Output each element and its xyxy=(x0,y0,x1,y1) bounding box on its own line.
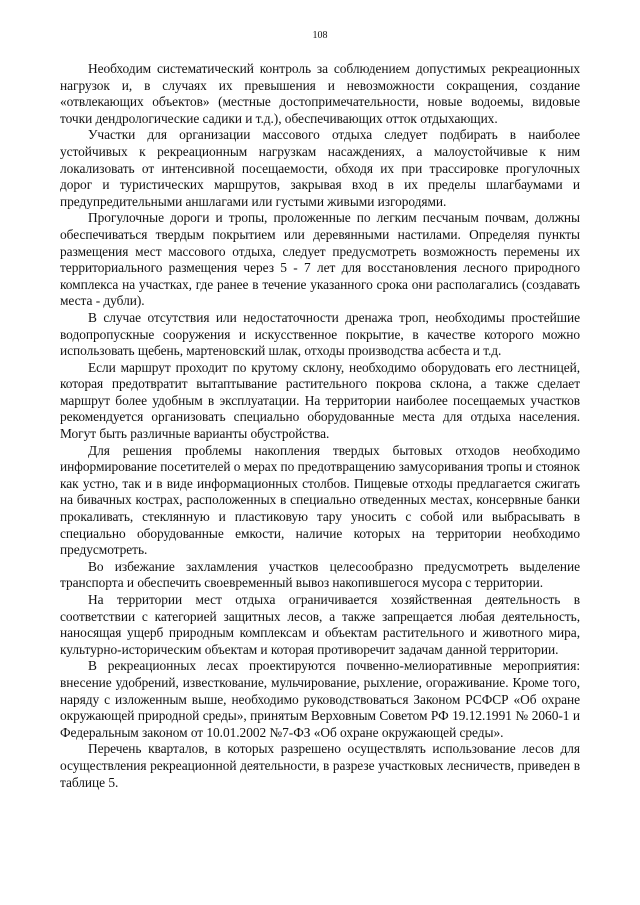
paragraph: Во избежание захламления участков целесообразно предусмотреть выделение транспорта и обеспечить своевременный вывоз накопившегося мусора с территории. xyxy=(60,558,580,591)
paragraph: Необходим систематический контроль за соблюдением допустимых рекреационных нагрузок и, в случаях их превышения и невозможности сокращения, создание «отвлекающих объектов» (местные достопримечательности, новые водоемы, видовые точки дендрологические садики и т.д.), обеспечивающих отток отдыхающих. xyxy=(60,61,580,126)
paragraph: Для решения проблемы накопления твердых бытовых отходов необходимо информирование посетителей о мерах по предотвращению замусоривания тропы и стоянок как устно, так и в виде информационных столбов. Пищевые отходы предлагается сжигать на бивачных кострах, расположенных в специально отведенных местах, консервные банки прокаливать, стеклянную и пластиковую тару уносить с собой или выбрасывать в специально оборудованные емкости, наличие которых на территории необходимо предусмотреть. xyxy=(60,442,580,558)
body-text xyxy=(60,61,580,791)
page-number: 108 xyxy=(312,30,328,41)
paragraph: В случае отсутствия или недостаточности дренажа троп, необходимы простейшие водопропускные сооружения и искусственное покрытие, в качестве которого можно использовать щебень, мартеновский шлак, отходы производства асбеста и т.д. xyxy=(60,309,580,359)
paragraph: Прогулочные дороги и тропы, проложенные по легким песчаным почвам, должны обеспечиваться твердым покрытием или деревянными настилами. Определяя пункты размещения мест массового отдыха, следует предусмотреть возможность перемены их территориального размещения через 5 - 7 лет для восстановления лесного природного комплекса на участках, где ранее в течение указанного срока они располагались (создавать места - дубли). xyxy=(60,210,580,309)
paragraph: На территории мест отдыха ограничивается хозяйственная деятельность в соответствии с категорией защитных лесов, а также запрещается любая деятельность, наносящая ущерб природным комплексам и объектам растительного и животного мира, культурно-историческим объектам и которая противоречит задачам данной территории. xyxy=(60,592,580,657)
paragraph: Если маршрут проходит по крутому склону, необходимо оборудовать его лестницей, которая предотвратит вытаптывание растительного покрова склона, а также сделает маршрут более удобным в эксплуатации. На территории наиболее посещаемых участков рекомендуется организовать специально оборудованные места для отдыха населения. Могут быть различные варианты обустройства. xyxy=(60,359,580,442)
paragraph: Перечень кварталов, в которых разрешено осуществлять использование лесов для осуществления рекреационной деятельности, в разрезе участковых лесничеств, приведен в таблице 5. xyxy=(60,741,580,790)
paragraph: Участки для организации массового отдыха следует подбирать в наиболее устойчивых к рекреационным нагрузкам насаждениях, а малоустойчивые к ним локализовать от интенсивной посещаемости, обходя их при трассировке прогулочных дорог и туристических маршрутов, закрывая вход в их пределы шлагбаумами и предупредительными аншлагами или густыми живыми изгородями. xyxy=(60,127,580,209)
paragraph: В рекреационных лесах проектируются почвенно-мелиоративные мероприятия: внесение удобрений, известкование, мульчирование, рыхление, огораживание. Кроме того, наряду с изложенным выше, необходимо руководствоваться Законом РСФСР «Об охране окружающей природной среды», принятым Верховным Советом РФ 19.12.1991 № 2060-1 и Федеральным законом от 10.01.2002 №7-ФЗ «Об охране окружающей среды». xyxy=(60,658,580,740)
